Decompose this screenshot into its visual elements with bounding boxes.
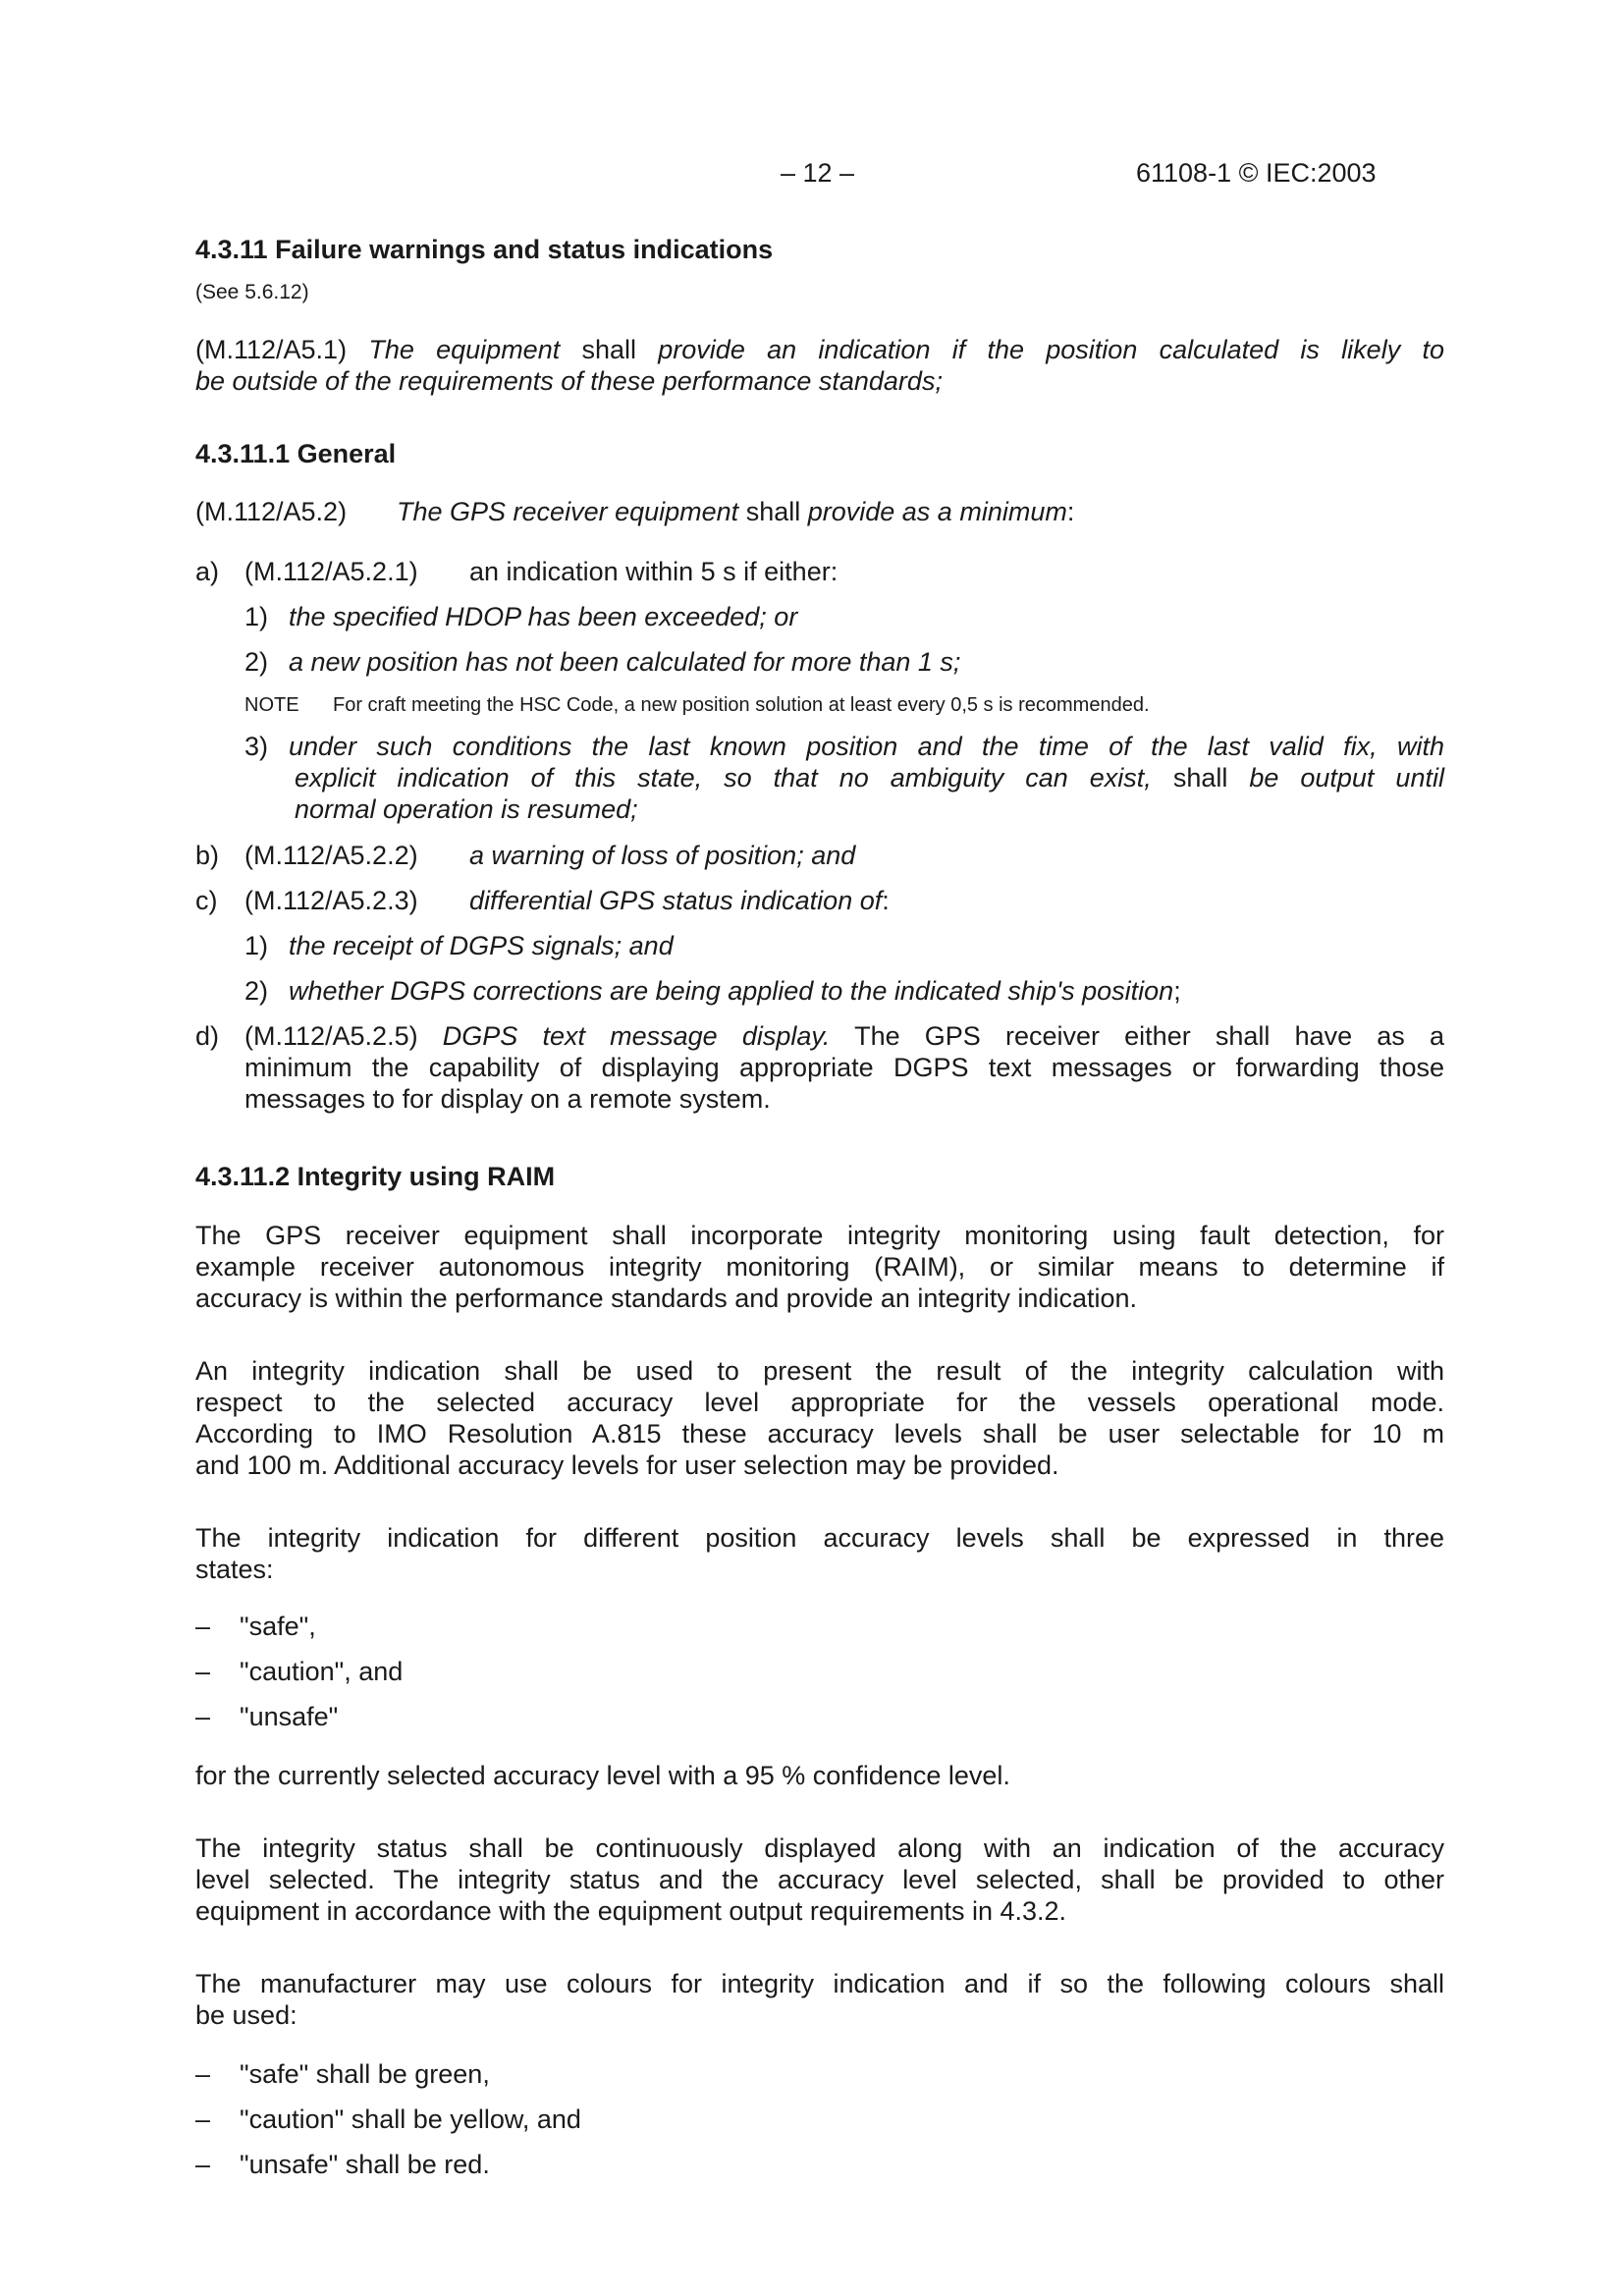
dash-bullet: – — [195, 2059, 211, 2089]
list-item-b — [195, 840, 855, 871]
sub-item-a3-line3: normal operation is resumed; — [295, 794, 638, 824]
sub-item-c2 — [244, 975, 1181, 1007]
list-item — [195, 1611, 316, 1642]
sub-item-number: 2) — [244, 647, 269, 677]
section-heading-4-3-11: 4.3.11 Failure warnings and status indications — [195, 235, 774, 264]
note-text: For craft meeting the HSC Code, a new position solution at least every 0,5 s is recommended. — [333, 694, 1150, 716]
paragraph-6-line2: be used: — [195, 2000, 298, 2030]
paragraph-3-line2: states: — [195, 1555, 274, 1584]
paragraph-m112-a51-line2: be outside of the requirements of these performance standards; — [195, 366, 943, 396]
sub-item-a1 — [244, 601, 797, 632]
list-item — [195, 1656, 403, 1687]
sub-item-a3-line1: under such conditions the last known position and the time of the last valid fix, with — [289, 732, 1444, 761]
paragraph-2-line2: respect to the selected accuracy level appropriate for the vessels operational mode. — [195, 1388, 1444, 1417]
colour-unsafe: "unsafe" shall be red. — [240, 2150, 490, 2179]
dash-bullet: – — [195, 1702, 211, 1731]
list-item — [195, 2149, 490, 2180]
list-label: c) — [195, 886, 218, 915]
text-span: ; — [1173, 976, 1181, 1006]
paragraph-6-line1: The manufacturer may use colours for integrity indication and if so the following colours shall — [195, 1969, 1444, 1998]
paragraph-1-line2: example receiver autonomous integrity monitoring (RAIM), or similar means to determine if — [195, 1252, 1444, 1282]
list-item-c — [195, 885, 890, 916]
text-span: shall — [1172, 763, 1228, 793]
state-unsafe: "unsafe" — [240, 1702, 339, 1731]
reference-code: (M.112/A5.2.1) — [244, 557, 418, 586]
dash-bullet: – — [195, 2150, 211, 2179]
page-number: – 12 – — [781, 158, 855, 188]
paragraph-m112-a52 — [195, 496, 1074, 527]
text-span: shall — [745, 497, 801, 526]
text-span: whether DGPS corrections are being applied to the indicated ship's position — [289, 976, 1174, 1006]
dash-bullet: – — [195, 1612, 211, 1641]
colour-safe: "safe" shall be green, — [240, 2059, 490, 2089]
note-label: NOTE — [244, 694, 299, 716]
document-id: 61108-1 © IEC:2003 — [1136, 158, 1377, 188]
paragraph-5-line3: equipment in accordance with the equipment output requirements in 4.3.2. — [195, 1896, 1067, 1926]
list-item-a — [195, 556, 838, 587]
paragraph-1-line1: The GPS receiver equipment shall incorporate integrity monitoring using fault detection, for — [195, 1221, 1444, 1250]
reference-code: (M.112/A5.2.2) — [244, 841, 418, 870]
dash-bullet: – — [195, 1657, 211, 1686]
text-span: : — [882, 886, 890, 915]
list-item — [195, 2104, 581, 2135]
text-span: DGPS text message display. — [442, 1021, 831, 1051]
list-item — [195, 1701, 338, 1732]
text-span: an indication within 5 s if either: — [469, 557, 839, 586]
sub-item-c1 — [244, 930, 674, 961]
list-item — [195, 2058, 490, 2090]
sub-item-a3-number: 3) — [244, 732, 269, 761]
list-label: b) — [195, 841, 220, 870]
reference-code: (M.112/A5.1) — [195, 335, 348, 364]
colour-caution: "caution" shall be yellow, and — [240, 2105, 581, 2134]
state-caution: "caution", and — [240, 1657, 404, 1686]
paragraph-2-line3: According to IMO Resolution A.815 these accuracy levels shall be user selectable for 10 m — [195, 1419, 1444, 1449]
reference-code: (M.112/A5.2) — [195, 497, 348, 526]
text-span: The equipment — [368, 335, 561, 364]
paragraph-5-line2: level selected. The integrity status and the accuracy level selected, shall be provided to other — [195, 1865, 1444, 1894]
text-span: the specified HDOP has been exceeded; or — [289, 602, 798, 631]
text-span: provide as a minimum — [807, 497, 1067, 526]
sub-item-a3-line2 — [295, 762, 1444, 793]
paragraph-2-line4: and 100 m. Additional accuracy levels for user selection may be provided. — [195, 1450, 1059, 1480]
reference-code: (M.112/A5.2.3) — [244, 886, 418, 915]
section-heading-4-3-11-1: 4.3.11.1 General — [195, 439, 397, 468]
list-label: a) — [195, 557, 220, 586]
sub-item-number: 1) — [244, 931, 269, 960]
list-item-d-line3: messages to for display on a remote system. — [244, 1084, 771, 1114]
text-span: shall — [581, 335, 637, 364]
see-reference: (See 5.6.12) — [195, 281, 309, 303]
list-item-d-line2: minimum the capability of displaying appropriate DGPS text messages or forwarding those — [244, 1053, 1444, 1082]
paragraph-5-line1: The integrity status shall be continuously displayed along with an indication of the accuracy — [195, 1833, 1444, 1863]
list-item-d-line1 — [244, 1020, 1444, 1052]
note — [244, 689, 1150, 721]
sub-item-number: 2) — [244, 976, 269, 1006]
dash-bullet: – — [195, 2105, 211, 2134]
text-span: be output until — [1249, 763, 1444, 793]
state-safe: "safe", — [240, 1612, 316, 1641]
text-span: a warning of loss of position; and — [469, 841, 856, 870]
text-span: : — [1066, 497, 1075, 526]
text-span: explicit indication of this state, so that no ambiguity can exist, — [295, 763, 1152, 793]
text-span: the receipt of DGPS signals; and — [289, 931, 674, 960]
section-heading-4-3-11-2: 4.3.11.2 Integrity using RAIM — [195, 1162, 556, 1191]
text-span: The GPS receiver either shall have as a — [854, 1021, 1444, 1051]
paragraph-1-line3: accuracy is within the performance standards and provide an integrity indication. — [195, 1284, 1138, 1313]
paragraph-3-line1: The integrity indication for different position accuracy levels shall be expressed in three — [195, 1523, 1444, 1553]
paragraph-2-line1: An integrity indication shall be used to present the result of the integrity calculation with — [195, 1356, 1444, 1386]
text-span: differential GPS status indication of — [469, 886, 883, 915]
reference-code: (M.112/A5.2.5) — [244, 1021, 418, 1051]
text-span: provide an indication if the position calculated is likely to — [658, 335, 1444, 364]
text-span: The GPS receiver equipment — [397, 497, 739, 526]
list-item-d-label: d) — [195, 1021, 220, 1051]
text-span: a new position has not been calculated for more than 1 s; — [289, 647, 961, 677]
paragraph-m112-a51-line1 — [195, 334, 1444, 365]
paragraph-4: for the currently selected accuracy level with a 95 % confidence level. — [195, 1761, 1010, 1790]
sub-item-a2 — [244, 646, 960, 678]
sub-item-number: 1) — [244, 602, 269, 631]
